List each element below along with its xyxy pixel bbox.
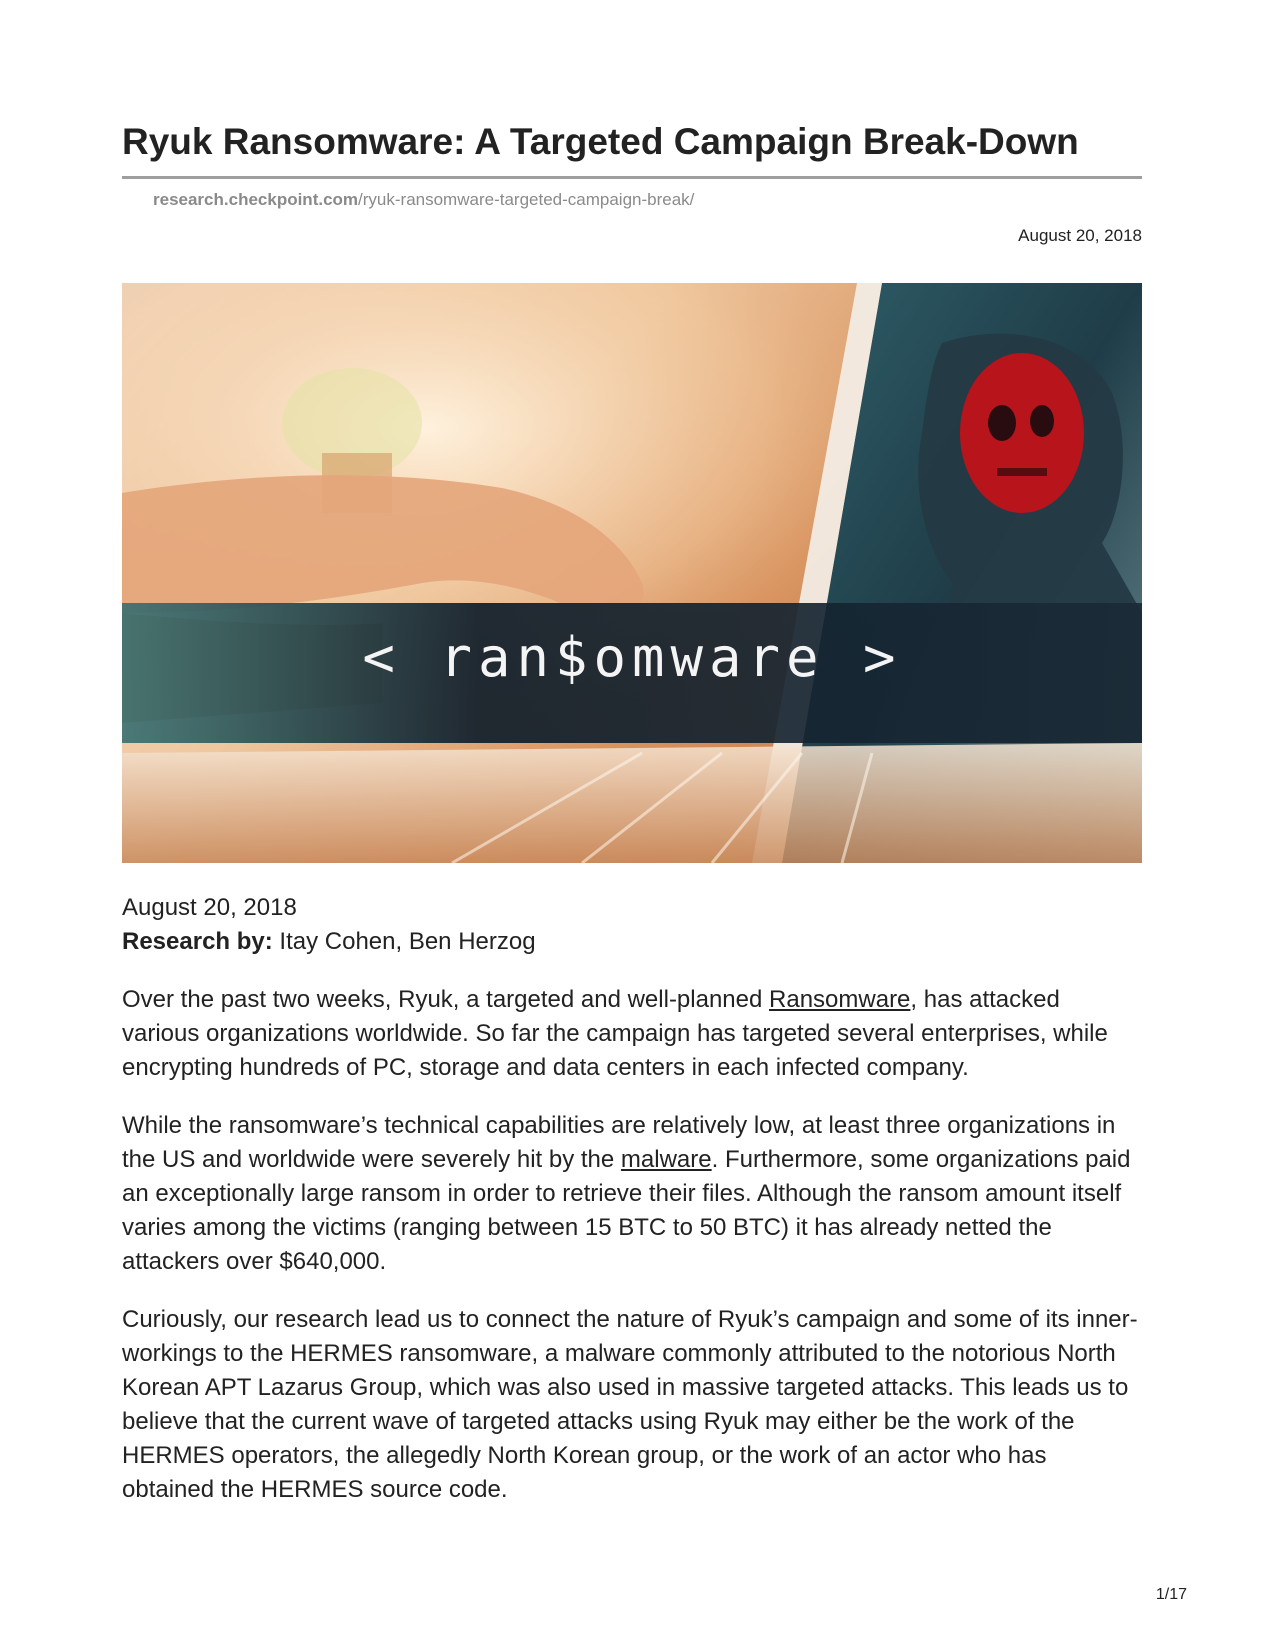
paragraph-1-text-a: Over the past two weeks, Ryuk, a targeted and well-planned [122,986,770,1014]
article-date: August 20, 2018 [122,894,297,922]
paragraph-2 [122,1109,1142,1279]
hacker-laptop-image [122,283,1142,863]
malware-link[interactable]: malware [620,1146,712,1174]
article-page [122,120,1142,1507]
ransomware-link[interactable]: Ransomware [769,986,911,1014]
source-url[interactable] [122,189,1142,211]
paragraph-2-text-b: . Furthermore, some organizations paid an exceptionally large ransom in order to retrieve their files. Although the ransom amount itself varies among the victims (ranging between 15 BTC to 50 BTC) it has already netted the attackers over $640,000. [122,1146,1131,1276]
paragraph-1 [122,983,1142,1085]
byline [122,925,1142,959]
source-path[interactable]: /ryuk-ransomware-targeted-campaign-break/ [358,190,695,210]
skull-face [960,353,1084,513]
paragraph-1-text-b: , has attacked various organizations worldwide. So far the campaign has targeted several enterprises, while encrypting hundreds of PC, storage and data centers in each infected company. [122,986,1108,1082]
hero-image [122,283,1142,863]
header-date: August 20, 2018 [1018,226,1142,246]
article-title: Ryuk Ransomware: A Targeted Campaign Break-Down [122,120,1142,179]
paragraph-2-text-a: While the ransomware’s technical capabilities are relatively low, at least three organizations in the US and worldwide were severely hit by the [122,1112,1116,1174]
source-domain[interactable]: research.checkpoint.com [153,190,359,210]
byline-label: Research by: [122,928,273,956]
page-number: 1/17 [1155,1586,1187,1603]
byline-authors: Itay Cohen, Ben Herzog [272,928,536,956]
paragraph-3: Curiously, our research lead us to connect the nature of Ryuk’s campaign and some of its inner-workings to the HERMES ransomware, a malware commonly attributed to the notorious North Korean APT Lazarus Group, which was also used in massive targeted attacks. This leads us to believe that the current wave of targeted attacks using Ryuk may either be the work of the HERMES operators, the allegedly North Korean group, or the work of an actor who has obtained the HERMES source code. [122,1306,1138,1504]
ransomware-banner-text: < ran$omware > [362,626,902,690]
keyboard [122,743,1142,863]
